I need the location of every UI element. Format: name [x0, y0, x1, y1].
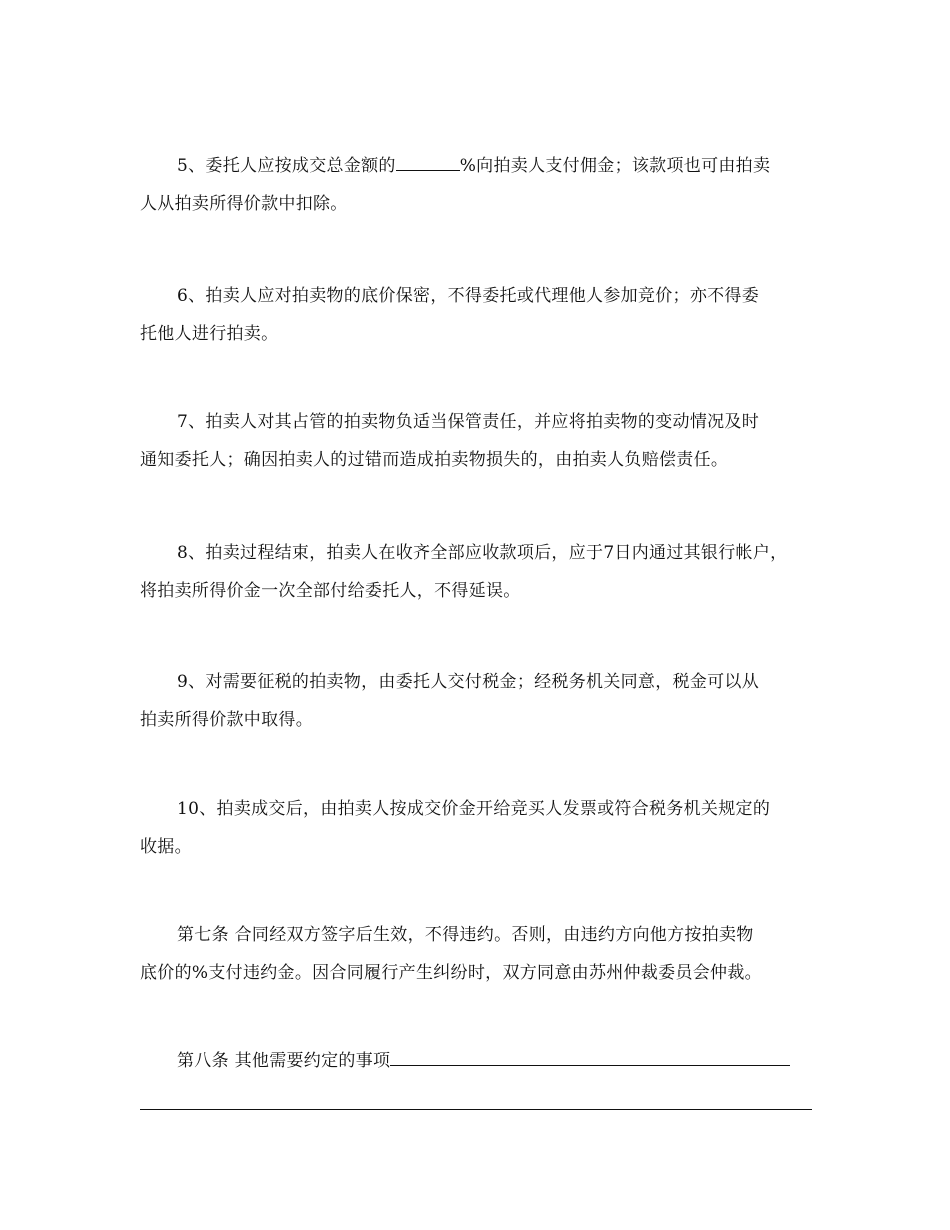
clause-7-line-1: 7、拍卖人对其占管的拍卖物负适当保管责任，并应将拍卖物的变动情况及时: [177, 412, 760, 432]
article-8-label: 第八条 其他需要约定的事项: [177, 1051, 391, 1071]
clause-10-line-1: 10、拍卖成交后，由拍卖人按成交价金开给竞买人发票或符合税务机关规定的: [177, 799, 771, 819]
article-7-line-2: 底价的%支付违约金。因合同履行产生纠纷时，双方同意由苏州仲裁委员会仲裁。: [140, 963, 762, 983]
clause-10-line-2: 收据。: [140, 837, 192, 857]
clause-9-line-1: 9、对需要征税的拍卖物，由委托人交付税金；经税务机关同意，税金可以从: [177, 672, 760, 692]
clause-5-line-2: 人从拍卖所得价款中扣除。: [140, 194, 348, 214]
clause-5-text-after-blank: %向拍卖人支付佣金；该款项也可由拍卖: [459, 156, 771, 176]
clause-9-line-2: 拍卖所得价款中取得。: [140, 710, 313, 730]
clause-5-text-before-blank: 5、委托人应按成交总金额的: [177, 156, 396, 176]
article-8-line-1: [140, 1042, 812, 1080]
other-matters-blank[interactable]: [390, 1051, 790, 1066]
clause-6: [140, 277, 812, 353]
article-7: [140, 916, 812, 992]
commission-rate-blank[interactable]: [396, 156, 460, 171]
clause-6-line-1: 6、拍卖人应对拍卖物的底价保密，不得委托或代理他人参加竞价；亦不得委: [177, 286, 760, 306]
clause-8-line-1: 8、拍卖过程结束，拍卖人在收齐全部应收款项后，应于7日内通过其银行帐户，: [177, 543, 788, 563]
clause-8: [140, 534, 812, 610]
clause-7: [140, 403, 812, 479]
other-matters-continuation-line[interactable]: [140, 1109, 812, 1110]
clause-7-line-2: 通知委托人；确因拍卖人的过错而造成拍卖物损失的，由拍卖人负赔偿责任。: [140, 450, 729, 470]
article-8: [140, 1042, 812, 1080]
clause-6-line-2: 托他人进行拍卖。: [140, 324, 279, 344]
clause-10: [140, 790, 812, 866]
article-7-line-1: 第七条 合同经双方签字后生效，不得违约。否则，由违约方向他方按拍卖物: [177, 925, 754, 945]
clause-5: [140, 147, 812, 223]
clause-9: [140, 663, 812, 739]
clause-8-line-2: 将拍卖所得价金一次全部付给委托人，不得延误。: [140, 581, 521, 601]
clause-5-line-1: [140, 147, 812, 185]
